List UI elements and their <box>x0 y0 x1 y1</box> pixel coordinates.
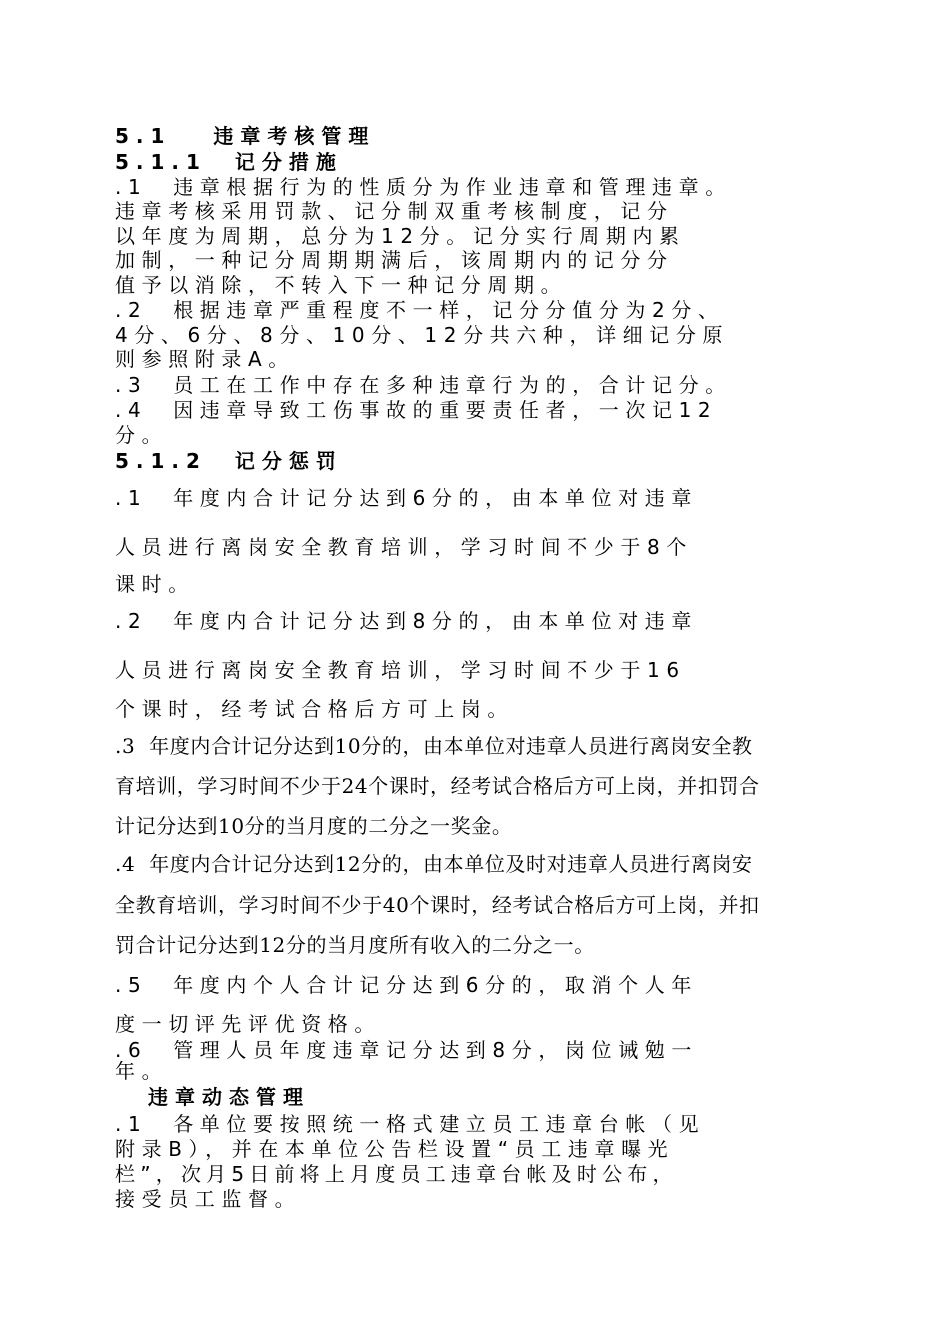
clause-line: .6 管理人员年度违章记分达到8分，岗位诫勉一 <box>115 1038 698 1062</box>
clause-line: .2 根据违章严重程度不一样，记分分值分为2分、 <box>115 298 725 322</box>
heading-5-1: 5.1 违章考核管理 <box>115 124 376 148</box>
clause-line: 附录B），并在本单位公告栏设置“员工违章曝光 <box>115 1137 675 1161</box>
clause-line: 个课时，经考试合格后方可上岗。 <box>115 697 514 721</box>
clause-line: 以年度为周期，总分为12分。记分实行周期内累 <box>115 224 686 248</box>
clause-line: .4 因违章导致工伤事故的重要责任者，一次记12 <box>115 398 718 422</box>
clause-line: 计记分达到10分的当月度的二分之一奖金。 <box>115 814 513 838</box>
clause-line: 加制，一种记分周期期满后，该周期内的记分分 <box>115 248 674 272</box>
clause-line: 育培训，学习时间不少于24个课时，经考试合格后方可上岗，并扣罚合 <box>115 774 760 798</box>
clause-line: .1 违章根据行为的性质分为作业违章和管理违章。 <box>115 175 732 199</box>
clause-line: .2 年度内合计记分达到8分的，由本单位对违章 <box>115 609 698 633</box>
clause-line: 分。 <box>115 423 169 447</box>
clause-line: 接受员工监督。 <box>115 1187 302 1211</box>
heading-dynamic-management: 违章动态管理 <box>148 1085 310 1109</box>
heading-5-1-1: 5.1.1 记分措施 <box>115 150 343 174</box>
clause-line: 则参照附录A。 <box>115 347 295 371</box>
clause-line: 年。 <box>115 1059 169 1083</box>
clause-line: .1 年度内合计记分达到6分的，由本单位对违章 <box>115 486 698 510</box>
clause-line: 课时。 <box>115 572 195 596</box>
clause-line: .3 年度内合计记分达到10分的，由本单位对违章人员进行离岗安全教 <box>115 734 753 758</box>
clause-line: 违章考核采用罚款、记分制双重考核制度，记分 <box>115 199 674 223</box>
clause-line: 全教育培训，学习时间不少于40个课时，经考试合格后方可上岗，并扣 <box>115 893 760 917</box>
clause-line: 4分、6分、8分、10分、12分共六种，详细记分原 <box>115 323 730 347</box>
clause-line: 栏”，次月5日前将上月度员工违章台帐及时公布， <box>115 1162 678 1186</box>
clause-line: 值予以消除，不转入下一种记分周期。 <box>115 273 568 297</box>
clause-line: .3 员工在工作中存在多种违章行为的，合计记分。 <box>115 373 732 397</box>
clause-line: 人员进行离岗安全教育培训，学习时间不少于8个 <box>115 535 693 559</box>
clause-line: .1 各单位要按照统一格式建立员工违章台帐（见 <box>115 1112 706 1136</box>
clause-line: .5 年度内个人合计记分达到6分的，取消个人年 <box>115 973 698 997</box>
clause-line: 人员进行离岗安全教育培训，学习时间不少于16 <box>115 658 686 682</box>
heading-5-1-2: 5.1.2 记分惩罚 <box>115 449 343 473</box>
clause-line: 度一切评先评优资格。 <box>115 1012 381 1036</box>
clause-line: .4 年度内合计记分达到12分的，由本单位及时对违章人员进行离岗安 <box>115 852 753 876</box>
clause-line: 罚合计记分达到12分的当月度所有收入的二分之一。 <box>115 933 595 957</box>
